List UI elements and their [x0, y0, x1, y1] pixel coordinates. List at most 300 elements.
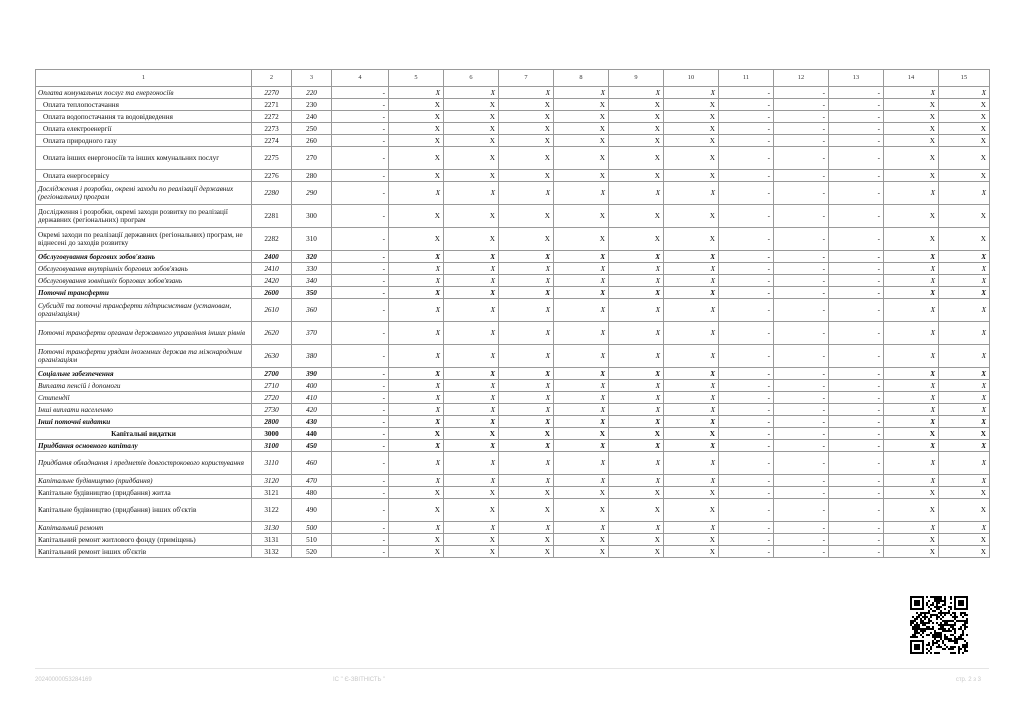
column-number-5: 5 — [389, 70, 444, 87]
row-value: - — [719, 99, 774, 111]
table-row — [36, 368, 990, 380]
row-value: X — [499, 322, 554, 345]
row-value: X — [499, 123, 554, 135]
row-value: - — [829, 392, 884, 404]
row-name: Оплата водопостачання та водовідведення — [36, 111, 252, 123]
row-name: Капітальні видатки — [36, 428, 252, 440]
row-value: - — [774, 182, 829, 205]
row-value: X — [554, 522, 609, 534]
table-row — [36, 392, 990, 404]
row-value: X — [499, 263, 554, 275]
row-value: X — [664, 416, 719, 428]
row-value: X — [939, 499, 990, 522]
row-value: - — [332, 428, 389, 440]
table-row — [36, 228, 990, 251]
row-value: X — [609, 263, 664, 275]
row-value: X — [884, 392, 939, 404]
row-line-number: 470 — [292, 475, 332, 487]
row-value: X — [389, 123, 444, 135]
row-value: - — [774, 275, 829, 287]
row-value: X — [609, 182, 664, 205]
row-value: - — [332, 228, 389, 251]
row-value: X — [939, 322, 990, 345]
row-value: X — [389, 322, 444, 345]
row-value: - — [332, 251, 389, 263]
row-value: X — [939, 475, 990, 487]
row-value: - — [332, 99, 389, 111]
row-value: X — [389, 111, 444, 123]
row-line-number: 260 — [292, 135, 332, 147]
row-value: - — [829, 263, 884, 275]
column-number-14: 14 — [884, 70, 939, 87]
row-value: - — [829, 99, 884, 111]
row-value: - — [829, 380, 884, 392]
row-value: X — [664, 404, 719, 416]
row-value: X — [609, 534, 664, 546]
row-code: 3100 — [252, 440, 292, 452]
row-value: X — [609, 487, 664, 499]
row-value: X — [939, 404, 990, 416]
row-line-number: 250 — [292, 123, 332, 135]
row-value: X — [444, 368, 499, 380]
row-value: - — [774, 499, 829, 522]
row-value: X — [939, 428, 990, 440]
row-value: X — [884, 123, 939, 135]
row-value: - — [719, 440, 774, 452]
row-name: Стипендії — [36, 392, 252, 404]
row-value: - — [774, 452, 829, 475]
row-value: - — [332, 123, 389, 135]
table-row — [36, 428, 990, 440]
row-value: - — [774, 263, 829, 275]
row-value: X — [609, 404, 664, 416]
row-code: 2282 — [252, 228, 292, 251]
row-value: X — [609, 392, 664, 404]
row-value: - — [332, 546, 389, 558]
row-value: - — [774, 135, 829, 147]
row-value: - — [719, 380, 774, 392]
row-value: X — [664, 487, 719, 499]
row-code: 3130 — [252, 522, 292, 534]
row-value: - — [774, 99, 829, 111]
row-value: - — [774, 123, 829, 135]
table-row — [36, 147, 990, 170]
column-number-8: 8 — [554, 70, 609, 87]
row-value: - — [719, 546, 774, 558]
row-value: - — [719, 111, 774, 123]
row-value: X — [554, 368, 609, 380]
table-row — [36, 499, 990, 522]
table-row — [36, 287, 990, 299]
row-value: X — [609, 475, 664, 487]
row-value: - — [774, 428, 829, 440]
row-value: - — [829, 135, 884, 147]
row-line-number: 290 — [292, 182, 332, 205]
row-value: X — [939, 99, 990, 111]
row-value: - — [774, 546, 829, 558]
row-line-number: 520 — [292, 546, 332, 558]
row-value: X — [389, 263, 444, 275]
row-line-number: 220 — [292, 87, 332, 99]
column-number-4: 4 — [332, 70, 389, 87]
row-value: X — [554, 182, 609, 205]
row-line-number: 350 — [292, 287, 332, 299]
row-value: X — [884, 440, 939, 452]
row-value: X — [664, 392, 719, 404]
row-value: X — [499, 499, 554, 522]
row-value: - — [719, 452, 774, 475]
row-value: - — [774, 111, 829, 123]
row-name: Поточні трансферти урядам іноземних держав та міжнародним організаціям — [36, 345, 252, 368]
row-value: X — [664, 111, 719, 123]
row-value: - — [332, 487, 389, 499]
row-value: X — [444, 322, 499, 345]
row-value: - — [332, 205, 389, 228]
table-row — [36, 170, 990, 182]
row-value: X — [389, 534, 444, 546]
row-value: - — [719, 228, 774, 251]
row-code: 2630 — [252, 345, 292, 368]
row-value: X — [664, 299, 719, 322]
row-line-number: 240 — [292, 111, 332, 123]
row-line-number: 330 — [292, 263, 332, 275]
row-value: X — [609, 251, 664, 263]
row-value: X — [939, 275, 990, 287]
row-value: X — [664, 99, 719, 111]
row-value: X — [499, 345, 554, 368]
row-value: X — [554, 170, 609, 182]
table-row — [36, 452, 990, 475]
row-code: 2276 — [252, 170, 292, 182]
row-value: X — [939, 487, 990, 499]
row-value: X — [499, 404, 554, 416]
row-value: X — [554, 428, 609, 440]
row-value: - — [332, 368, 389, 380]
row-code: 2400 — [252, 251, 292, 263]
row-code: 2271 — [252, 99, 292, 111]
table-row — [36, 475, 990, 487]
row-value: X — [499, 135, 554, 147]
row-value: X — [499, 111, 554, 123]
row-value: - — [719, 475, 774, 487]
row-value: X — [664, 322, 719, 345]
row-value: X — [499, 428, 554, 440]
row-value: - — [332, 147, 389, 170]
table-row — [36, 275, 990, 287]
row-value: X — [939, 135, 990, 147]
row-line-number: 500 — [292, 522, 332, 534]
row-value: X — [609, 87, 664, 99]
row-value: X — [884, 251, 939, 263]
row-value: X — [554, 322, 609, 345]
row-value: X — [389, 147, 444, 170]
row-value: - — [829, 147, 884, 170]
row-value: - — [332, 534, 389, 546]
row-value: - — [774, 368, 829, 380]
row-value: - — [829, 534, 884, 546]
row-value: - — [332, 499, 389, 522]
row-value: - — [719, 428, 774, 440]
row-value: - — [332, 135, 389, 147]
table-row — [36, 322, 990, 345]
row-value: - — [774, 287, 829, 299]
row-line-number: 230 — [292, 99, 332, 111]
row-name: Капітальний ремонт — [36, 522, 252, 534]
row-value: - — [774, 299, 829, 322]
row-value: X — [554, 416, 609, 428]
row-value: X — [664, 287, 719, 299]
table-row — [36, 546, 990, 558]
row-value: X — [609, 135, 664, 147]
row-value: X — [884, 416, 939, 428]
row-value: X — [444, 87, 499, 99]
row-line-number: 410 — [292, 392, 332, 404]
row-value: X — [554, 499, 609, 522]
row-value: X — [884, 428, 939, 440]
row-value: - — [829, 499, 884, 522]
row-code: 2800 — [252, 416, 292, 428]
row-value: - — [774, 487, 829, 499]
row-value: - — [332, 263, 389, 275]
table-row — [36, 205, 990, 228]
row-value: - — [774, 170, 829, 182]
row-value: X — [939, 123, 990, 135]
row-value: - — [774, 392, 829, 404]
row-value: X — [609, 123, 664, 135]
row-name: Капітальне будівництво (придбання) житла — [36, 487, 252, 499]
row-value: - — [774, 380, 829, 392]
row-value: X — [499, 99, 554, 111]
row-code: 3121 — [252, 487, 292, 499]
row-value: X — [664, 345, 719, 368]
row-code: 3000 — [252, 428, 292, 440]
row-value: - — [774, 440, 829, 452]
row-code: 2600 — [252, 287, 292, 299]
table-row — [36, 487, 990, 499]
row-value: X — [884, 546, 939, 558]
row-value: X — [609, 170, 664, 182]
row-value: X — [389, 428, 444, 440]
row-value: - — [719, 322, 774, 345]
row-value: - — [332, 416, 389, 428]
row-value: X — [664, 147, 719, 170]
row-value: X — [499, 147, 554, 170]
row-value: X — [389, 205, 444, 228]
column-number-3: 3 — [292, 70, 332, 87]
row-value: X — [609, 147, 664, 170]
row-value: - — [774, 345, 829, 368]
row-value: - — [719, 87, 774, 99]
row-value: - — [719, 135, 774, 147]
row-value: X — [389, 251, 444, 263]
row-value: - — [719, 251, 774, 263]
table-row — [36, 263, 990, 275]
row-value: - — [719, 487, 774, 499]
row-value: X — [884, 487, 939, 499]
row-value: X — [554, 299, 609, 322]
row-value: X — [444, 205, 499, 228]
row-line-number: 420 — [292, 404, 332, 416]
row-value: - — [719, 534, 774, 546]
row-code: 2730 — [252, 404, 292, 416]
row-value: - — [829, 228, 884, 251]
report-table — [35, 69, 990, 558]
row-value: X — [884, 205, 939, 228]
row-name: Оплата електроенергії — [36, 123, 252, 135]
row-value: X — [499, 546, 554, 558]
row-value: X — [664, 263, 719, 275]
row-value: - — [829, 452, 884, 475]
row-value: - — [332, 182, 389, 205]
row-value: X — [609, 322, 664, 345]
column-number-row — [36, 70, 990, 87]
table-row — [36, 345, 990, 368]
row-value: X — [554, 404, 609, 416]
page-number: стр. 2 з 3 — [955, 677, 981, 683]
row-value: X — [389, 99, 444, 111]
row-value: X — [939, 546, 990, 558]
row-value: - — [719, 368, 774, 380]
row-value: X — [444, 452, 499, 475]
row-value: X — [554, 345, 609, 368]
row-value: X — [884, 499, 939, 522]
row-value: X — [884, 380, 939, 392]
column-number-2: 2 — [252, 70, 292, 87]
row-line-number: 340 — [292, 275, 332, 287]
row-value: - — [719, 263, 774, 275]
row-code: 2275 — [252, 147, 292, 170]
row-value: X — [939, 452, 990, 475]
row-name: Інші поточні видатки — [36, 416, 252, 428]
row-value: X — [609, 428, 664, 440]
row-value: X — [554, 87, 609, 99]
row-value: - — [829, 287, 884, 299]
row-value: X — [884, 87, 939, 99]
row-value: - — [332, 322, 389, 345]
row-value: - — [332, 299, 389, 322]
table-row — [36, 440, 990, 452]
table-row — [36, 380, 990, 392]
row-value: X — [389, 416, 444, 428]
row-value: X — [444, 534, 499, 546]
row-value: - — [719, 416, 774, 428]
row-line-number: 510 — [292, 534, 332, 546]
row-value: - — [719, 392, 774, 404]
row-code: 2274 — [252, 135, 292, 147]
row-value: - — [829, 345, 884, 368]
row-value: X — [444, 487, 499, 499]
row-value: X — [884, 475, 939, 487]
row-code: 2410 — [252, 263, 292, 275]
row-value: X — [884, 322, 939, 345]
row-line-number: 490 — [292, 499, 332, 522]
row-code: 2610 — [252, 299, 292, 322]
row-value: X — [884, 452, 939, 475]
row-value: X — [554, 487, 609, 499]
row-value: - — [774, 205, 829, 228]
row-value: - — [719, 299, 774, 322]
column-number-11: 11 — [719, 70, 774, 87]
row-value: X — [664, 428, 719, 440]
row-value: - — [332, 392, 389, 404]
row-code: 3110 — [252, 452, 292, 475]
row-value: X — [499, 251, 554, 263]
row-value: X — [499, 416, 554, 428]
row-value: X — [499, 170, 554, 182]
row-value: X — [664, 182, 719, 205]
row-value: - — [332, 111, 389, 123]
row-value: X — [884, 287, 939, 299]
row-value: X — [554, 380, 609, 392]
row-value: X — [664, 368, 719, 380]
row-value: X — [444, 522, 499, 534]
row-value: X — [499, 534, 554, 546]
row-value: X — [939, 147, 990, 170]
row-value: X — [444, 428, 499, 440]
row-value: X — [444, 228, 499, 251]
row-value: - — [774, 228, 829, 251]
row-value: - — [829, 170, 884, 182]
row-code: 2620 — [252, 322, 292, 345]
row-value: - — [774, 322, 829, 345]
table-row — [36, 534, 990, 546]
row-line-number: 450 — [292, 440, 332, 452]
row-value: X — [499, 228, 554, 251]
row-value: - — [829, 416, 884, 428]
row-value: - — [332, 440, 389, 452]
row-value: X — [499, 299, 554, 322]
row-code: 2700 — [252, 368, 292, 380]
row-value: X — [389, 87, 444, 99]
table-row — [36, 404, 990, 416]
row-value: - — [829, 205, 884, 228]
row-code: 3122 — [252, 499, 292, 522]
row-value: X — [554, 251, 609, 263]
table-row — [36, 182, 990, 205]
row-value: X — [499, 87, 554, 99]
row-value: X — [389, 287, 444, 299]
row-value: X — [939, 345, 990, 368]
row-value: X — [609, 287, 664, 299]
column-number-7: 7 — [499, 70, 554, 87]
row-value: X — [444, 299, 499, 322]
row-value: X — [499, 287, 554, 299]
row-value: X — [939, 380, 990, 392]
row-value: X — [609, 368, 664, 380]
row-value: X — [939, 87, 990, 99]
row-value: X — [554, 475, 609, 487]
row-value: X — [609, 380, 664, 392]
row-value: X — [884, 345, 939, 368]
row-value: X — [444, 416, 499, 428]
row-value: X — [939, 228, 990, 251]
row-value: - — [829, 299, 884, 322]
row-value: - — [719, 275, 774, 287]
row-value: X — [444, 345, 499, 368]
table-row — [36, 99, 990, 111]
row-value: X — [884, 275, 939, 287]
system-name: ІС " Є-ЗВІТНІСТЬ " — [333, 677, 386, 683]
row-value: X — [444, 135, 499, 147]
row-code: 3131 — [252, 534, 292, 546]
row-value: X — [389, 135, 444, 147]
row-value: X — [444, 392, 499, 404]
row-value: X — [884, 182, 939, 205]
row-value: X — [664, 205, 719, 228]
row-value: X — [884, 263, 939, 275]
row-value: - — [774, 251, 829, 263]
column-number-9: 9 — [609, 70, 664, 87]
